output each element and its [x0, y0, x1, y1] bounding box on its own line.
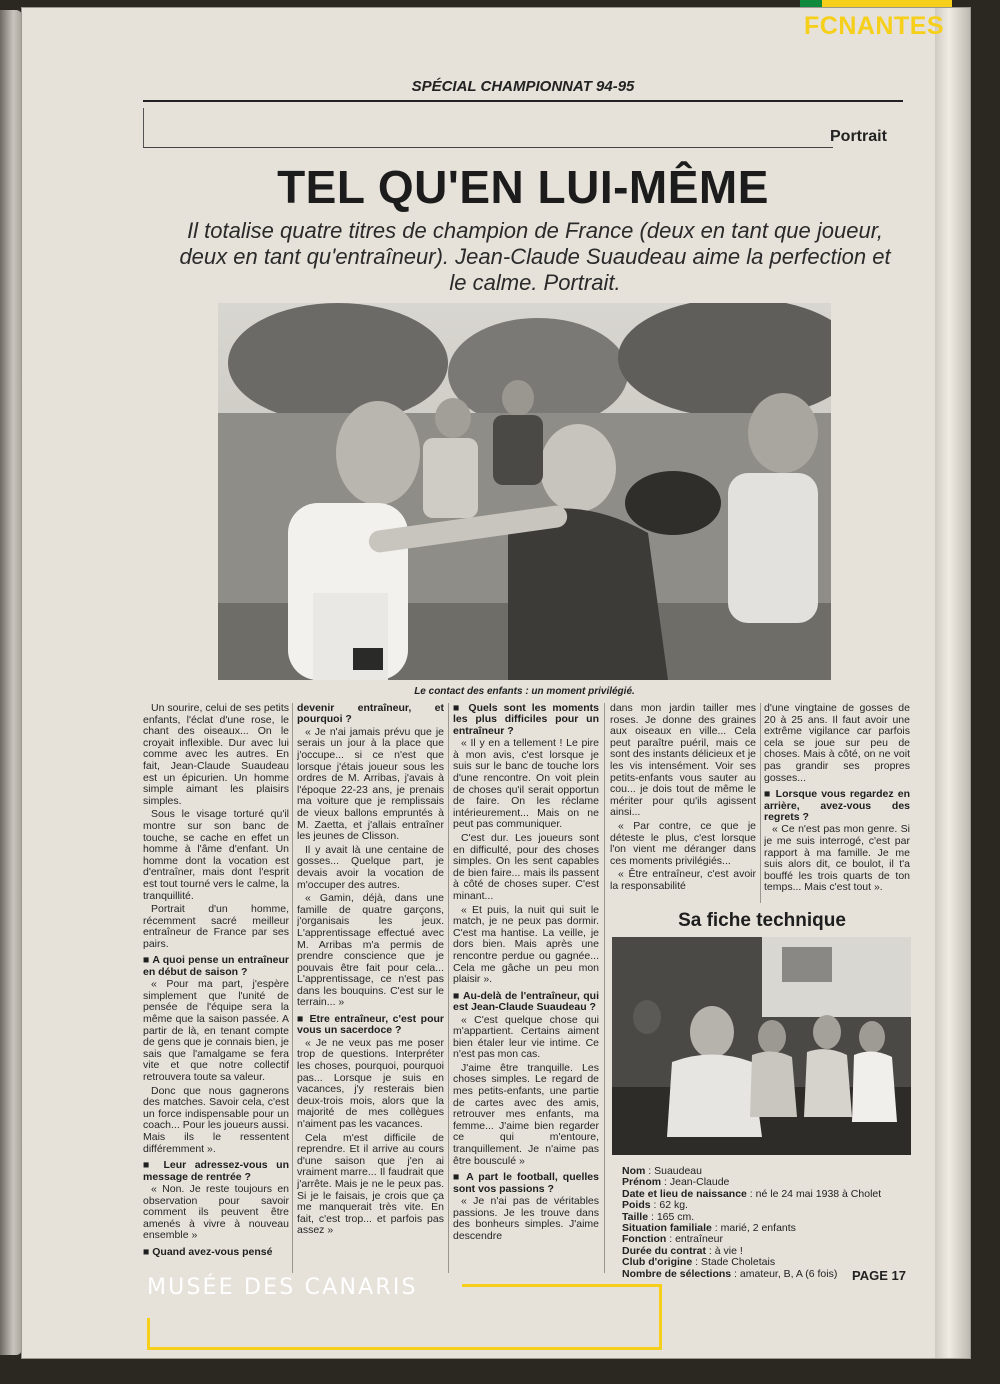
fiche-value: 165 cm.	[656, 1210, 695, 1223]
fiche-row: Club d'origine : Stade Choletais	[622, 1256, 776, 1269]
paragraph: « Je n'ai jamais prévu que je serais un jour à la place que j'occupe... si ce n'est que lorsque j'étais joueur sous les ordres de M. Arribas, j'avais à l'époque 22-23 ans, je prenais ma voiture que je remplissais de vieux ballons empruntés à M. Zaetta, et j'allais entraîner les jeunes de Clisson.	[297, 725, 444, 843]
interview-question: ■ A part le football, quelles sont vos passions ?	[453, 1171, 599, 1195]
interview-question: ■ A quoi pense un entraîneur en début de saison ?	[143, 954, 289, 978]
fiche-row: Prénom : Jean-Claude	[622, 1176, 730, 1189]
paragraph: « Il y en a tellement ! Le pire à mon avis, c'est lorsque je suis sur le banc de touche lors d'une rencontre. On voit plein de choses qu'il serait opportun de faire. On les réclame intérieurement... Mais on ne peut pas communiquer.	[453, 737, 599, 831]
paragraph: « Être entraîneur, c'est avoir la responsabilité	[610, 868, 756, 892]
fiche-label: Nom	[622, 1165, 646, 1177]
musee-watermark	[147, 1272, 667, 1352]
column-rule	[604, 703, 605, 1273]
fiche-label: Fonction	[622, 1233, 667, 1246]
fiche-value: Suaudeau	[654, 1165, 702, 1177]
paragraph: « Par contre, ce que je déteste le plus, c'est lorsque l'on vient me déranger dans ces moments privilégiés...	[610, 819, 756, 867]
column-rule	[292, 703, 293, 1273]
fiche-row: Taille : 165 cm.	[622, 1210, 695, 1223]
rubric-rule	[143, 147, 833, 148]
fiche-value: né le 24 mai 1938 à Cholet	[755, 1187, 882, 1200]
fiche-photo	[612, 937, 911, 1155]
fiche-value: amateur, B, A (6 fois)	[739, 1267, 838, 1280]
fiche-label: Durée du contrat	[622, 1244, 707, 1257]
paragraph: « Ce n'est pas mon genre. Si je me suis interrogé, c'est par rapport à ma famille. Je me suis alors dit, ce boulot, il t'a bouffé les trois quarts de ton temps... Mais c'est tout ».	[764, 823, 910, 894]
rubric-label: Portrait	[830, 128, 887, 145]
paragraph: dans mon jardin tailler mes roses. Je donne des graines aux oiseaux en ville... Cela peut paraître puéril, mais ce sont des instants délicieux et je les vis intensément. Voir ses petits-enfants vous sauter au cou... je dois tout de même le mériter pour qu'ils agissent ainsi...	[610, 703, 756, 819]
paragraph: d'une vingtaine de gosses de 20 à 25 ans. Il faut avoir une extrême vigilance car parfois cela se joue sur peu de choses. Mais à côté, on ne voit pas grandir ses propres gosses...	[764, 703, 910, 784]
fc-nantes-logo	[800, 0, 1000, 40]
fiche-label: Situation familiale	[622, 1222, 712, 1235]
page-fold-edge	[935, 8, 970, 1358]
fiche-title: Sa fiche technique	[678, 910, 846, 931]
paragraph: « Je n'ai pas de véritables passions. Je les trouve dans des bonheurs simples. J'aime descendre	[453, 1195, 599, 1242]
fiche-row: Durée du contrat : à vie !	[622, 1244, 743, 1257]
interview-question: ■ Au-delà de l'entraîneur, qui est Jean-Claude Suaudeau ?	[453, 989, 599, 1014]
paragraph: « Non. Je reste toujours en observation pour savoir comment ils peuvent être amenés à vivre à nouveau ensemble »	[143, 1183, 289, 1242]
fiche-row: Nom : Suaudeau	[622, 1165, 702, 1177]
fiche-details	[622, 1166, 912, 1280]
article-column-5	[764, 703, 910, 903]
interview-question: ■ Lorsque vous regardez en arrière, avez-vous des regrets ?	[764, 788, 910, 823]
paragraph: « C'est quelque chose qui m'appartient. Certains aiment bien étaler leur vie intime. Ce n'est pas mon cas.	[453, 1013, 599, 1061]
fiche-value: 62 kg.	[659, 1199, 688, 1212]
fiche-label: Club d'origine	[622, 1256, 693, 1269]
interview-question: ■ Quand avez-vous pensé	[143, 1245, 273, 1258]
fiche-value: à vie !	[714, 1244, 743, 1257]
logo-green-bar	[800, 0, 822, 7]
fiche-label: Poids	[622, 1199, 651, 1212]
fiche-row: Nombre de sélections : amateur, B, A (6 fois)	[622, 1267, 838, 1280]
fiche-row: Date et lieu de naissance : né le 24 mai 1938 à Cholet	[622, 1187, 882, 1200]
paragraph: « Je ne veux pas me poser trop de questions. Interpréter les choses, pourquoi, pourquoi pas... Lorsque je suis en vacances, j'y resterais bien deux-trois mois, alors que la majorité de mes collègues n'aiment pas les vacances.	[297, 1036, 444, 1131]
paragraph: « Et puis, la nuit qui suit le match, je ne peux pas dormir. C'est ma hantise. La veille, je dors bien. Mais après une rencontre perdue ou gagnée... Cela me gâche un peu mon plaisir ».	[453, 903, 599, 986]
paragraph: C'est dur. Les joueurs sont en difficulté, pour des choses simples. On les sent capables de bien faire... mais ils passent à côté de choses super. C'est minant...	[453, 831, 599, 902]
fiche-label: Prénom	[622, 1176, 662, 1189]
watermark-text: MUSÉE DES CANARIS	[147, 1275, 418, 1300]
interview-question: ■ Quels sont les moments les plus difficiles pour un entraîneur ?	[453, 703, 599, 737]
article-column-3	[453, 703, 599, 1273]
page-number: PAGE 17	[852, 1268, 906, 1283]
interview-question: devenir entraîneur, et pourquoi ?	[297, 703, 444, 726]
interview-question: ■ Leur adressez-vous un message de rentrée ?	[143, 1159, 289, 1183]
paragraph: Il y avait là une centaine de gosses... Quelque part, je devais avoir la vocation de m'occuper des autres.	[297, 843, 444, 891]
fiche-value: Stade Choletais	[700, 1256, 776, 1269]
main-photo	[218, 303, 831, 680]
section-kicker: SPÉCIAL CHAMPIONNAT 94-95	[411, 78, 635, 95]
article-column-1	[143, 703, 289, 1273]
paragraph: Un sourire, celui de ses petits enfants, l'éclat d'une rose, le chant des oiseaux... On le croyait inflexible. Dur avec lui comme avec les autres. En fait, Jean-Claude Suaudeau est un épicurien. Un homme simple aimant les plaisirs simples.	[143, 703, 289, 807]
header-rule	[143, 100, 903, 102]
article-standfirst: Il totalise quatre titres de champion de France (deux en tant que joueur, deux en tant qu'entraîneur). Jean-Claude Suaudeau aime la perfection et le calme. Portrait.	[179, 218, 891, 295]
watermark-frame	[147, 1318, 150, 1350]
paragraph: « Gamin, déjà, dans une famille de quatre garçons, j'organisais les jeux. L'apprentissage effectué avec M. Arribas m'a permis de prendre conscience que je pouvais être fait pour cela... L'apprentissage, ce n'est pas dans les bouquins. C'est sur le terrain... »	[297, 892, 444, 1009]
watermark-frame	[147, 1347, 662, 1350]
article-column-2	[297, 703, 444, 1273]
fiche-value: marié, 2 enfants	[720, 1222, 796, 1235]
column-rule	[760, 703, 761, 903]
main-photo-image	[218, 303, 831, 680]
watermark-frame	[659, 1284, 662, 1350]
article-column-4	[610, 703, 756, 903]
fiche-label: Nombre de sélections	[622, 1267, 732, 1280]
fiche-value: entraîneur	[675, 1233, 723, 1246]
paragraph: Portrait d'un homme, récemment sacré meilleur entraîneur de France par ses pairs.	[143, 903, 289, 950]
fiche-value: Jean-Claude	[669, 1176, 730, 1189]
article-headline: TEL QU'EN LUI-MÊME	[277, 161, 769, 213]
paragraph: « Pour ma part, j'espère simplement que l'unité de pensée de l'équipe sera la même que la saison passée. A partir de là, en tenant compte de gens que je connais bien, je sais que l'amalgame se fera vite et que notre collectif retrouvera toute sa valeur.	[143, 978, 289, 1084]
paragraph: Cela m'est difficile de reprendre. Et il arrive au cours d'une saison que j'en ai vraiment marre... Il faudrait que j'arrête. Mais je ne le peux pas. Si je le faisais, je crois que ça me manquerait très vite. En fait, c'est trop... et parfois pas assez »	[297, 1131, 444, 1237]
column-rule	[448, 703, 449, 1273]
fiche-label: Taille	[622, 1210, 649, 1223]
paragraph: Donc que nous gagnerons des matches. Savoir cela, c'est un force indispensable pour un coach... Pour les joueurs aussi. Mais ils le ressentent différemment ».	[143, 1084, 289, 1155]
paragraph: Sous le visage torturé qu'il montre sur son banc de touche, se cache en effet un homme à l'âme d'enfant. Un homme dont la vocation est d'entraîner, mais dont l'esprit est tout tourné vers le calme, la tranquillité.	[143, 808, 289, 902]
logo-yellow-bar	[800, 0, 952, 7]
photo-caption: Le contact des enfants : un moment privilégié.	[414, 686, 635, 697]
fiche-row: Situation familiale : marié, 2 enfants	[622, 1222, 796, 1235]
previous-page-edge	[0, 10, 22, 1355]
paragraph: J'aime être tranquille. Les choses simples. Le regard de mes petits-enfants, une partie de cartes avec des amis, retrouver mes enfants, ma femme... J'aime bien regarder ce qui m'entoure, tranquillement. Je n'aime pas être bousculé »	[453, 1061, 599, 1167]
interview-question: ■ Etre entraîneur, c'est pour vous un sacerdoce ?	[297, 1013, 444, 1037]
frame-rule	[143, 108, 144, 148]
watermark-frame	[462, 1284, 662, 1287]
logo-text: FCNANTES	[804, 12, 945, 40]
fiche-label: Date et lieu de naissance	[622, 1187, 747, 1200]
fiche-row: Fonction : entraîneur	[622, 1233, 723, 1246]
fiche-photo-image	[612, 937, 911, 1155]
fiche-row: Poids : 62 kg.	[622, 1199, 688, 1212]
